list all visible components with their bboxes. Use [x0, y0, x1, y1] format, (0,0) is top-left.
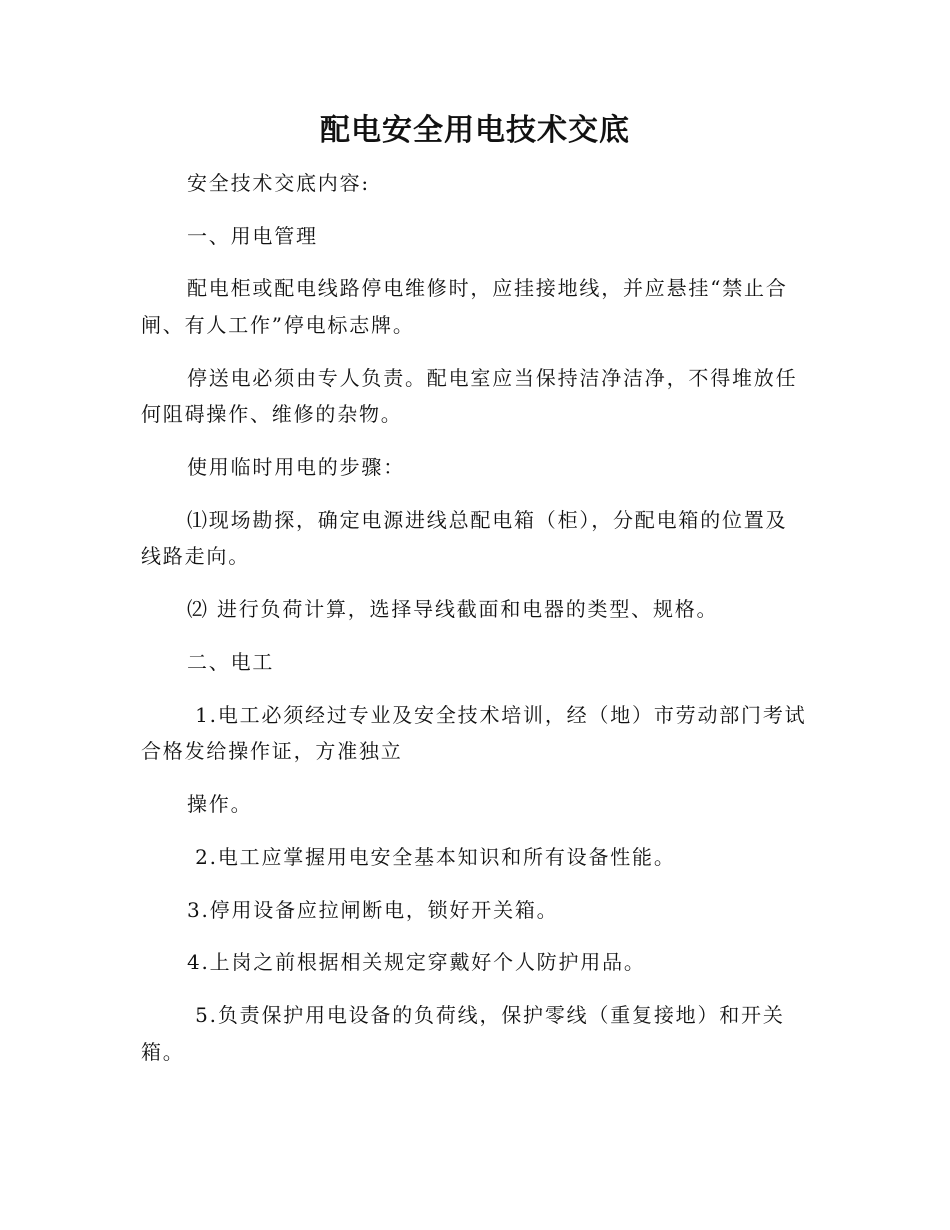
rule-item-2 — [141, 839, 821, 876]
paragraph-line: 线路走向。 — [141, 544, 250, 569]
section-heading: 一、用电管理 — [187, 223, 318, 248]
paragraph-line: 2.电工应掌握用电安全基本知识和所有设备性能。 — [187, 844, 676, 869]
paragraph-line: 何阻碍操作、维修的杂物。 — [141, 402, 403, 427]
section-heading-power-management — [141, 218, 821, 255]
paragraph-line: 4.上岗之前根据相关规定穿戴好个人防护用品。 — [187, 950, 646, 975]
paragraph-intro — [141, 165, 821, 202]
paragraph-line: 操作。 — [187, 791, 253, 816]
rule-item-4 — [141, 944, 821, 981]
document-title: 配电安全用电技术交底 — [320, 113, 630, 148]
step-item-1 — [141, 502, 821, 575]
paragraph-line: 停送电必须由专人负责。配电室应当保持洁净洁净，不得堆放任 — [187, 365, 798, 390]
rule-item-1 — [141, 697, 821, 770]
document-body — [141, 165, 821, 1087]
rule-item-1-continued — [141, 786, 821, 823]
paragraph-line: 1.电工必须经过专业及安全技术培训，经（地）市劳动部门考试 — [187, 702, 807, 727]
section-heading: 二、电工 — [187, 649, 275, 674]
paragraph-line: 安全技术交底内容: — [187, 170, 370, 195]
paragraph-temporary-power-steps — [141, 449, 821, 486]
step-item-2 — [141, 591, 821, 628]
paragraph-line: 5.负责保护用电设备的负荷线，保护零线（重复接地）和开关 — [187, 1003, 785, 1028]
paragraph-power-switching — [141, 360, 821, 433]
paragraph-line: ⑵ 进行负荷计算，选择导线截面和电器的类型、规格。 — [187, 597, 719, 622]
paragraph-line: ⑴现场勘探，确定电源进线总配电箱（柜），分配电箱的位置及 — [187, 507, 788, 532]
paragraph-line: 3.停用设备应拉闸断电，锁好开关箱。 — [187, 897, 559, 922]
paragraph-line: 配电柜或配电线路停电维修时，应挂接地线，并应悬挂“禁止合 — [187, 276, 788, 301]
paragraph-line: 合格发给操作证，方准独立 — [141, 739, 403, 764]
rule-item-3 — [141, 892, 821, 929]
section-heading-electrician — [141, 644, 821, 681]
rule-item-5 — [141, 997, 821, 1070]
paragraph-grounding — [141, 270, 821, 343]
paragraph-line: 闸、有人工作”停电标志牌。 — [141, 312, 415, 337]
paragraph-line: 箱。 — [141, 1039, 185, 1064]
paragraph-line: 使用临时用电的步骤： — [187, 454, 405, 479]
